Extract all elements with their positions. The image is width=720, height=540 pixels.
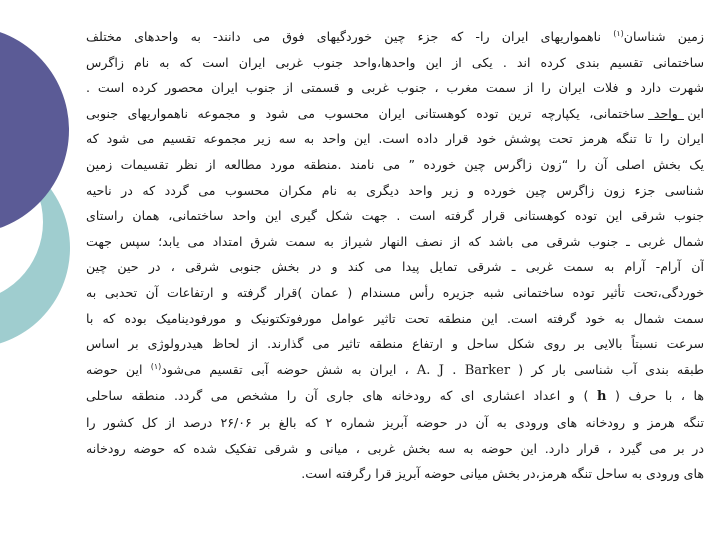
letter-h: h <box>596 389 607 405</box>
author-name: A. J . Barker <box>416 362 511 378</box>
text-line: سرعت نسبتاً بالایی بر روی شکل ساحل و ارتفاع منطقه تاثیر می گذارند. از لحاظ هیدرولوژی بر اساس <box>86 336 704 352</box>
footnote-marker: (۱) <box>150 361 162 371</box>
text-line: شمال غربی ـ جنوب شرقی می باشد که از نصف النهار شیراز به سمت شرق امتداد می یابد؛ سپس جهت <box>86 233 704 249</box>
text-line: زمین شناسان$^{(۱)}$ ناهمواریهای ایران را- که جزء چین خوردگیهای فوق می دانند- به واحدهای مختلف <box>86 28 704 44</box>
text-line: شناسی جزء زون زاگرس چین خورده و زیر واحد دیگری به نام مکران محسوب می گردد که در ناحیه <box>86 182 704 198</box>
document-body <box>86 24 704 487</box>
text-line: تنگه هرمز و رودخانه های ورودی به آن در حوضه آبریز شماره ۲ که بالغ بر ۲۶/۰۶ درصد از کل کشور را <box>86 414 704 430</box>
text-line: ایران را تا تنگه هرمز تحت پوشش خود قرار داده است. این واحد به سه زیر مجموعه تقسیم می شود که <box>86 131 704 147</box>
text-line: یک بخش اصلی آن را “زون زاگرس چین خورده ” می نامند .منطقه مورد مطالعه از نظر تقسیمات زمین <box>86 156 704 172</box>
text-line: خوردگی،تحت تأثیر توده ساختمانی شبه جزیره رأس مسندام ( عمان )قرار گرفته و ارتفاعات آن تحدبی به <box>86 284 704 300</box>
text-line: طبقه بندی آب شناسی بار کر ( A. J . Barker ، ایران به شش حوضه آبی تقسیم می‌شود$^{(۱)}$ این حوضه <box>86 361 704 378</box>
text-line: شهرت دارد و فلات ایران را از سمت مغرب ، جنوب غربی و قسمتی از جنوب ایران محصور کرده است . <box>86 80 704 96</box>
text-line: در بر می گیرد ، قرار دارد. این حوضه به سه بخش غربی ، میانی و شرقی تفکیک شده که حوضه رودخانه <box>86 440 704 456</box>
text-line: این واحد ساختمانی، یکپارچه ترین توده کوهستانی ایران محسوب می شود و مجموعه ناهمواریهای جنوبی <box>86 105 704 121</box>
text-line: سمت شمال به خود گرفته است. این منطقه تحت تاثیر عوامل مورفوتکتونیک و مورفودینامیک بوده که با <box>86 310 704 326</box>
text-line: ساختمانی تقسیم بندی کرده اند . یکی از این واحدها،واحد جنوب غربی ایران است که به نام زاگرس <box>86 54 704 70</box>
text-line: جنوب شرقی این توده کوهستانی قرار گرفته است . جهت شکل گیری این واحد ساختمانی، همان راستای <box>86 208 704 224</box>
footnote-marker: (۱) <box>613 28 624 38</box>
text-line: آن آرام- آرام به سمت غربی ـ شرقی تمایل پیدا می کند و در بخش جنوبی شرقی ، در حین چین <box>86 259 704 275</box>
text-line: ها ، با حرف ( h ) و اعداد اعشاری ای که رودخانه های جاری آن را مشخص می گردد. منطقه ساحلی <box>86 388 704 405</box>
text-line: های ورودی به ساحل تنگه هرمز،در بخش میانی حوضه آبریز قرا رگرفته است. <box>301 466 704 482</box>
